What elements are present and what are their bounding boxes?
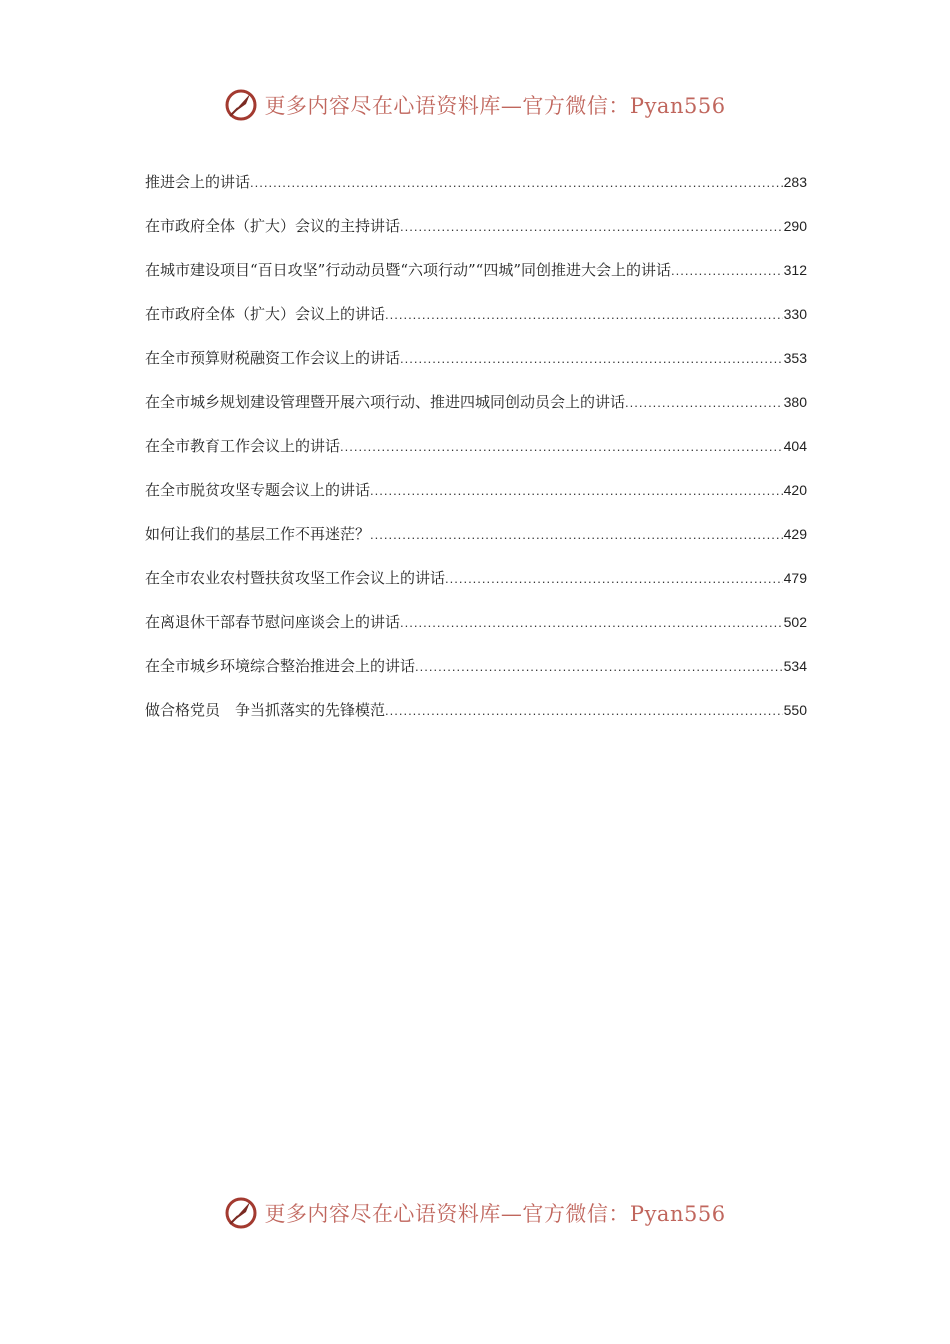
toc-entry-page-number: 479: [783, 570, 807, 586]
toc-entry-title: 在离退休干部春节慰问座谈会上的讲话: [145, 613, 401, 631]
toc-entry-page-number: 380: [783, 394, 807, 410]
toc-entry-page-number: 550: [783, 702, 807, 718]
toc-entry[interactable]: [145, 292, 807, 336]
toc-entry-title: 如何让我们的基层工作不再迷茫？: [145, 525, 371, 543]
quill-logo-icon: [224, 1196, 258, 1230]
toc-entry[interactable]: [145, 644, 807, 688]
toc-dot-leader: [370, 513, 783, 557]
toc-entry-title: 在市政府全体（扩大）会议的主持讲话: [145, 217, 401, 235]
toc-entry[interactable]: [145, 556, 807, 600]
table-of-contents: [145, 160, 807, 732]
header-banner: [0, 80, 950, 130]
toc-entry-page-number: 502: [783, 614, 807, 630]
toc-entry[interactable]: [145, 160, 807, 204]
header-banner-text: 更多内容尽在心语资料库—官方微信：Pyan556: [264, 94, 726, 118]
toc-entry[interactable]: [145, 380, 807, 424]
toc-dot-leader: [445, 557, 783, 601]
toc-dot-leader: [400, 601, 783, 645]
toc-entry-title: 在全市教育工作会议上的讲话: [145, 437, 341, 455]
toc-dot-leader: [400, 205, 783, 249]
toc-entry-page-number: 420: [783, 482, 807, 498]
toc-entry[interactable]: [145, 424, 807, 468]
toc-dot-leader: [340, 425, 783, 469]
toc-dot-leader: [400, 337, 783, 381]
toc-entry-title: 在全市农业农村暨扶贫攻坚工作会议上的讲话: [145, 569, 446, 587]
toc-dot-leader: [370, 469, 783, 513]
toc-entry-title: 在全市城乡环境综合整治推进会上的讲话: [145, 657, 416, 675]
toc-entry-page-number: 283: [783, 174, 807, 190]
toc-entry-page-number: 534: [783, 658, 807, 674]
footer-banner-text: 更多内容尽在心语资料库—官方微信：Pyan556: [264, 1202, 726, 1226]
toc-dot-leader: [415, 645, 783, 689]
toc-entry[interactable]: [145, 688, 807, 732]
toc-entry-title: 在全市脱贫攻坚专题会议上的讲话: [145, 481, 371, 499]
toc-dot-leader: [385, 293, 783, 337]
toc-entry[interactable]: [145, 204, 807, 248]
toc-entry-page-number: 429: [783, 526, 807, 542]
toc-entry-title: 在城市建设项目“百日攻坚”行动动员暨“六项行动”“四城”同创推进大会上的讲话: [145, 261, 672, 279]
toc-dot-leader: [250, 161, 783, 205]
toc-entry-title: 在全市城乡规划建设管理暨开展六项行动、推进四城同创动员会上的讲话: [145, 393, 626, 411]
toc-entry-title: 在全市预算财税融资工作会议上的讲话: [145, 349, 401, 367]
toc-entry-page-number: 290: [783, 218, 807, 234]
toc-entry[interactable]: [145, 512, 807, 556]
toc-entry-page-number: 353: [783, 350, 807, 366]
quill-logo-icon: [224, 88, 258, 122]
toc-entry-title: 在市政府全体（扩大）会议上的讲话: [145, 305, 386, 323]
toc-entry-title: 推进会上的讲话: [145, 173, 251, 191]
toc-dot-leader: [671, 249, 783, 293]
toc-dot-leader: [625, 381, 783, 425]
footer-banner: [0, 1188, 950, 1238]
toc-entry[interactable]: [145, 600, 807, 644]
toc-entry-page-number: 312: [783, 262, 807, 278]
toc-entry-page-number: 404: [783, 438, 807, 454]
toc-entry-title: 做合格党员 争当抓落实的先锋模范: [145, 701, 386, 719]
toc-entry[interactable]: [145, 468, 807, 512]
toc-entry-page-number: 330: [783, 306, 807, 322]
toc-dot-leader: [385, 689, 783, 733]
toc-entry[interactable]: [145, 248, 807, 292]
toc-entry[interactable]: [145, 336, 807, 380]
